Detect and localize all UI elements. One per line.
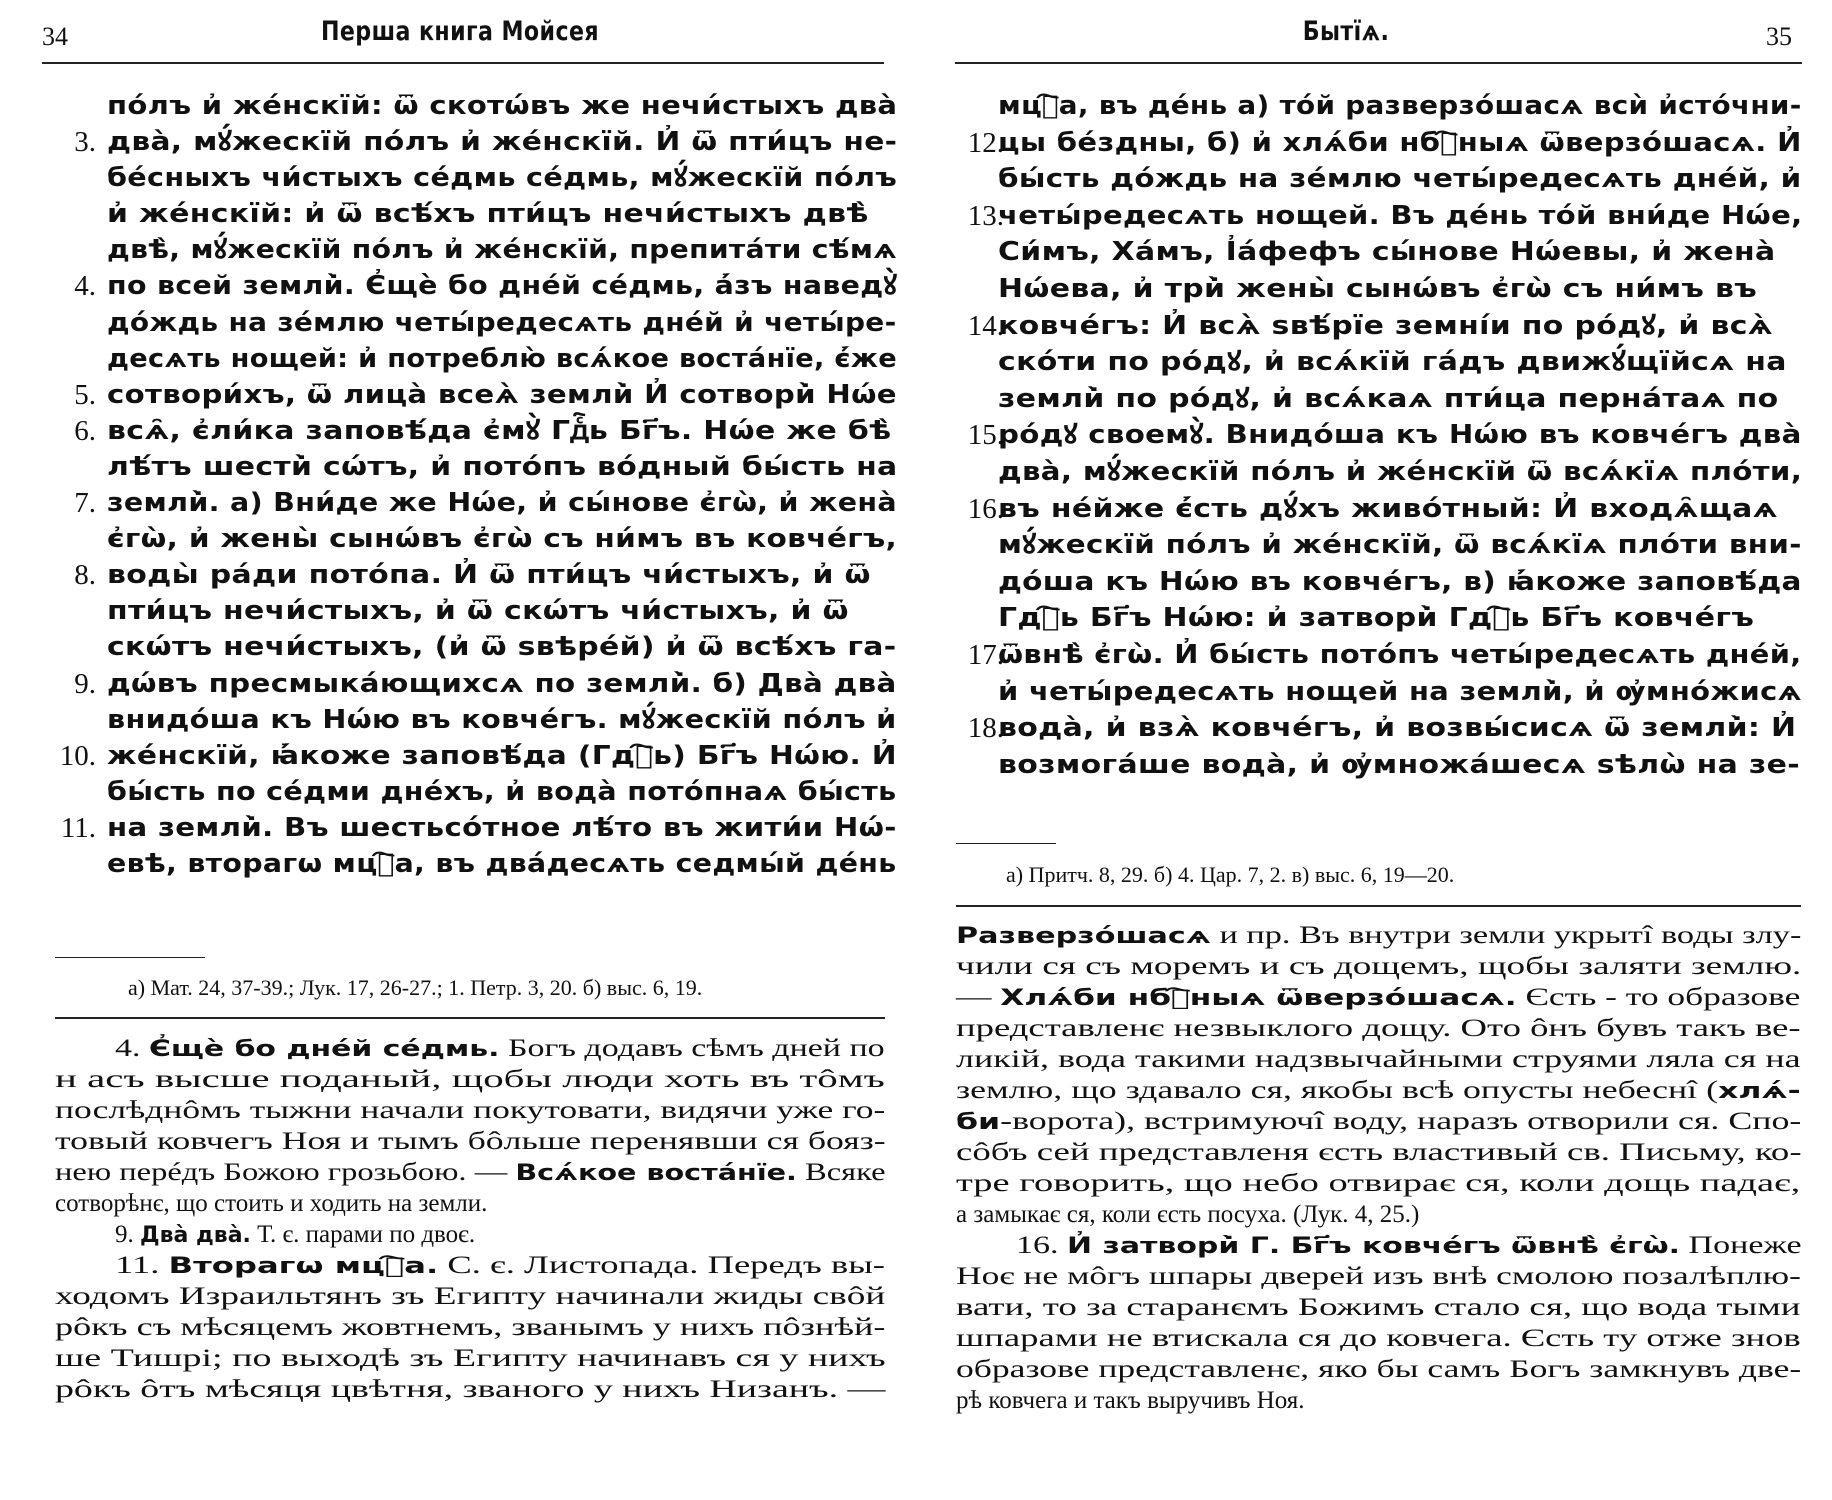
commentary-rule <box>55 1017 885 1019</box>
commentary-text: сотворѣнє, що стоить и ходить на земли. <box>55 1190 488 1217</box>
verse-text: земли̇̀ по ро́дꙋ, и҆ всѧ́каѧ пти́ца перна́таѧ по <box>998 383 1779 414</box>
verse-text: ско́ти по ро́дꙋ, и҆ всѧ́кїй га́дъ движꙋ́щїйсѧ на <box>998 347 1787 378</box>
commentary-line <box>55 1343 885 1374</box>
verse-line <box>916 161 1832 198</box>
commentary-text: землю, що здавало ся, якобы всѣ опусты небеснî ( <box>956 1077 1718 1104</box>
commentary-text: сôбъ сей представленя єсть властивый св. Письму, ко- <box>956 1139 1802 1166</box>
verse-line <box>0 268 916 304</box>
commentary-line <box>956 1106 1801 1137</box>
commentary-line <box>55 1219 885 1250</box>
verse-number: 4. <box>74 270 96 303</box>
verse-text: евѣ, вторагѡ мцⷭ҇а, въ два́десѧть седмы́й де́нь <box>107 848 897 879</box>
commentary-line <box>55 1064 885 1095</box>
verse-number: 7. <box>74 487 96 520</box>
commentary-line <box>55 1374 885 1405</box>
commentary-line <box>55 1312 885 1343</box>
verse-text: до́ша къ Нѡ́ю въ ковче́гъ, в) ꙗ҆́коже заповѣ́да <box>998 566 1802 597</box>
commentary-text: Богъ додавъ сѣмъ дней по <box>499 1035 885 1062</box>
verse-line <box>916 491 1832 528</box>
commentary-line <box>956 1230 1801 1261</box>
verse-line <box>916 527 1832 564</box>
verse-line <box>916 308 1832 345</box>
verse-line <box>0 593 916 629</box>
verse-number: 13. <box>967 199 1004 232</box>
slavonic-lemma: Є҆щѐ бо дне́й се́дмь. <box>148 1037 500 1062</box>
verse-text: ѿвнѣ̀ є҆гѡ̀. И҆ бы́сть пото́пъ четы́редесѧть дне́й, <box>998 639 1802 670</box>
commentary-line <box>956 920 1801 951</box>
verse-text: на земли̇̀. Въ шестьсо́тное лѣ́то въ жити́и Нѡ́- <box>107 812 897 843</box>
commentary-text: — <box>956 984 1001 1011</box>
commentary-text: -ворота), встримуючî воду, наразъ отворили ся. Спо- <box>1000 1108 1802 1135</box>
verse-number: 10. <box>59 739 96 772</box>
verse-number: 17. <box>967 638 1004 671</box>
verse-text: ро́дꙋ своемꙋ̀. Внидо́ша къ Нѡ́ю въ ковче́гъ два̀ <box>998 420 1802 451</box>
commentary-line <box>956 1323 1801 1354</box>
verse-line <box>0 160 916 196</box>
verse-line <box>0 738 916 774</box>
slavonic-lemma: би <box>956 1110 1001 1135</box>
commentary-line <box>956 1013 1801 1044</box>
verse-line <box>0 629 916 665</box>
footnote-separator <box>55 957 205 958</box>
verse-number: 5. <box>74 378 96 411</box>
commentary-text: Ноє не мôгъ шпары дверей изъ внѣ смолою позалѣплю- <box>956 1263 1801 1290</box>
verse-text: возмога́ше вода̀, и҆ ѹ҆множа́шесѧ ѕѣлѡ̀ на зе- <box>998 749 1800 780</box>
verse-text: пти́цъ нечи́стыхъ, и҆ ѿ скѡ́тъ чи́стыхъ, и҆ ѿ <box>107 596 849 627</box>
commentary-text: товый ковчегъ Ноя и тымъ бôльше перенявши ся бояз- <box>55 1128 886 1155</box>
verse-text: и҆ же́нскїй: и҆ ѿ всѣ́хъ пти́цъ нечи́стыхъ двѣ̀ <box>107 199 869 230</box>
verse-text: ковче́гъ: И҆ всѧ̀ ѕвѣ́рїе земні́и по ро́дꙋ, и҆ всѧ̀ <box>998 310 1774 341</box>
verse-text: два̀, мꙋ́жескїй по́лъ и҆ же́нскїй ѿ всѧ́кїѧ пло́ти, <box>998 456 1803 487</box>
commentary <box>956 920 1801 1416</box>
footnote: а) Притч. 8, 29. б) 4. Цар. 7, 2. в) выс. 6, 19—20. <box>1006 862 1455 887</box>
verse-text: два̀, мꙋ́жескїй по́лъ и҆ же́нскїй. И҆ ѿ пти́цъ не- <box>107 127 898 158</box>
verse-text: двѣ̀, мꙋ́жескїй по́лъ и҆ же́нскїй, препита́ти сѣ́мѧ <box>107 235 897 266</box>
running-title: Бытїѧ. <box>1302 16 1390 47</box>
verse-text: десѧть нощей: и҆ потреблю̀ всѧ́кое воста́нїе, є҆́же <box>107 343 897 374</box>
commentary-text: Всяке <box>796 1159 886 1186</box>
verse-number: 12. <box>967 126 1004 159</box>
verse-line <box>0 702 916 738</box>
verse-number: 16. <box>967 492 1004 525</box>
commentary-line <box>956 1199 1801 1230</box>
verse-line <box>916 125 1832 162</box>
commentary-text: рѣ ковчега и такъ выручивъ Ноя. <box>956 1387 1305 1414</box>
commentary-line <box>55 1126 885 1157</box>
verse-text: Нѡ́ева, и҆ три̇̀ жены̀ сынѡ́въ є҆гѡ̀ съ ни́мъ въ <box>998 273 1758 304</box>
commentary-text: С. є. Листопада. Передъ вы- <box>438 1252 885 1279</box>
commentary-text: представленє незвыклого дощу. Ото ôнъ бувъ такъ ве- <box>956 1015 1801 1042</box>
verse-line <box>916 637 1832 674</box>
verse-line <box>0 196 916 232</box>
verse-line <box>916 88 1832 125</box>
verse-line <box>0 810 916 846</box>
commentary-text: послѣднôмъ тыжни начали покутовати, видячи уже го- <box>55 1097 886 1124</box>
slavonic-lemma: Всѧ́кое воста́нїе. <box>515 1161 797 1186</box>
verse-number: 8. <box>74 559 96 592</box>
commentary-line <box>55 1033 885 1064</box>
commentary-line <box>55 1157 885 1188</box>
commentary-text: образове представленє, яко бы самъ Богъ замкнувъ две- <box>956 1356 1802 1383</box>
verse-line <box>916 710 1832 747</box>
verse-number: 11. <box>60 811 96 844</box>
verse-number: 14. <box>967 309 1004 342</box>
commentary-text: шпарами не втискала ся до ковчега. Єсть ту отже знов <box>956 1325 1801 1352</box>
verse-text: цы бе́здны, б) и҆ хлѧ́би нбⷭ҇ныѧ ѿверзо́шасѧ. И҆ <box>998 127 1802 158</box>
verse-line <box>916 271 1832 308</box>
verse-number: 9. <box>74 667 96 700</box>
commentary-text: 11. <box>115 1252 169 1279</box>
verse-text: бе́сныхъ чи́стыхъ се́дмь се́дмь, мꙋ́жескїй по́лъ <box>107 163 898 194</box>
verse-text: по́лъ и҆ же́нскїй: ѿ скотѡ́въ же нечи́стыхъ два̀ <box>107 91 898 121</box>
verse-line <box>0 305 916 341</box>
verse-text: и҆ четы́редесѧть нощей на земли̇̀, и҆ ѹ҆мно́жисѧ <box>998 676 1802 707</box>
verse-line <box>0 521 916 557</box>
slavonic-lemma: Вторагѡ мцⷭ҇а. <box>168 1254 439 1279</box>
verse-line <box>916 600 1832 637</box>
verse-line <box>0 124 916 160</box>
commentary-line <box>55 1095 885 1126</box>
commentary-rule <box>956 905 1801 907</box>
verse-line <box>0 413 916 449</box>
footnote: а) Мат. 24, 37-39.; Лук. 17, 26-27.; 1. Петр. 3, 20. б) выс. 6, 19. <box>128 975 703 1000</box>
verse-number: 6. <box>74 414 96 447</box>
verse-text: всѧ̑, є҆ли́ка заповѣ́да є҆мꙋ̀ Гдⷭ҇ь Бг҃ъ. Нѡ́е же бѣ̀ <box>107 415 892 446</box>
commentary-text: Т. є. парами по двоє. <box>250 1221 476 1248</box>
verse-text: четы́редесѧть нощей. Въ де́нь то́й вни́де Нѡ́е, <box>998 200 1803 231</box>
commentary <box>55 1033 885 1405</box>
page-number: 34 <box>42 22 68 51</box>
verse-text: воды̀ ра́ди пото́па. И҆ ѿ пти́цъ чи́стыхъ, и҆ ѿ <box>107 560 871 591</box>
right-page <box>916 0 1832 1500</box>
verse-text: же́нскїй, ꙗ҆́коже заповѣ́да (Гдⷭ҇ь) Бг҃ъ Нѡ́ю. И҆ <box>107 740 897 771</box>
slavonic-lemma: И҆ затвори̇̀ Г. Бг҃ъ ковче́гъ ѿвнѣ̀ є҆гѡ̀. <box>1067 1234 1681 1259</box>
verse-text: лѣ́тъ шести̇̀ сѡ́тъ, и҆ пото́пъ во́дный бы́сть на <box>107 451 898 482</box>
verse-text: скѡ́тъ нечи́стыхъ, (и҆ ѿ ѕвѣре́й) и҆ ѿ всѣ́хъ га- <box>107 632 897 663</box>
commentary-text: рôкъ ôтъ мѣсяця цвѣтня, званого у нихъ Низанъ. — <box>55 1376 886 1403</box>
commentary-text: тре говорить, що небо отвирає ся, коли дощь падає, <box>956 1170 1801 1197</box>
verse-line <box>916 674 1832 711</box>
scripture-text <box>0 88 916 882</box>
verse-line <box>916 564 1832 601</box>
commentary-line <box>956 1137 1801 1168</box>
footnote-separator <box>956 843 1056 844</box>
commentary-line <box>956 1044 1801 1075</box>
commentary-text: вати, то за старанємъ Божимъ стало ся, що вода тыми <box>956 1294 1801 1321</box>
header-rule <box>42 62 884 64</box>
verse-line <box>0 88 916 124</box>
verse-line <box>0 774 916 810</box>
verse-line <box>0 377 916 413</box>
commentary-line <box>55 1281 885 1312</box>
verse-line <box>0 449 916 485</box>
commentary-line <box>956 1354 1801 1385</box>
verse-line <box>0 557 916 593</box>
verse-text: въ не́йже є҆́сть дꙋ́хъ живо́тный: И҆ входѧ̑щаѧ <box>998 493 1778 524</box>
verse-text: Гдⷭ҇ь Бг҃ъ Нѡ́ю: и҆ затвори̇̀ Гдⷭ҇ь Бг҃ъ ковче́гъ <box>998 603 1755 634</box>
header-rule <box>955 62 1802 64</box>
commentary-line <box>55 1188 885 1219</box>
commentary-line <box>55 1250 885 1281</box>
verse-line <box>916 747 1832 784</box>
verse-number: 15. <box>967 419 1004 452</box>
commentary-text: ликій, вода такими надзвычайными струями ляла ся на <box>956 1046 1801 1073</box>
verse-ref: 4. <box>115 1035 149 1062</box>
commentary-text: Єсть - то образове <box>1516 984 1801 1011</box>
verse-line <box>916 381 1832 418</box>
verse-line <box>916 198 1832 235</box>
verse-line <box>0 232 916 268</box>
verse-number: 18. <box>967 712 1004 745</box>
commentary-line <box>956 1385 1801 1416</box>
verse-text: сотвори́хъ, ѿ лица̀ всеѧ̀ земли̇̀ И҆ сотвори̇̀ Нѡ́е <box>107 379 897 410</box>
slavonic-lemma: хлѧ́- <box>1717 1079 1801 1104</box>
commentary-line <box>956 1292 1801 1323</box>
commentary-text: ходомъ Израильтянъ зъ Египту начинали жиды свôй <box>55 1283 886 1310</box>
verse-line <box>0 846 916 882</box>
running-title: Перша книга Мойсея <box>320 16 600 47</box>
verse-text: вода̀, и҆ взѧ̀ ковче́гъ, и҆ возвы́сисѧ ѿ земли̇̀: И҆ <box>998 713 1797 744</box>
verse-text: є҆гѡ̀, и҆ жены̀ сынѡ́въ є҆гѡ̀ съ ни́мъ въ ковче́гъ, <box>107 524 898 555</box>
verse-text: мꙋ́жескїй по́лъ и҆ же́нскїй, ѿ всѧ́кїѧ пло́ти вни- <box>998 530 1802 561</box>
verse-text: бы́сть по се́дми дне́хъ, и҆ вода̀ пото́пнаѧ бы́сть <box>107 776 897 807</box>
scripture-text <box>916 88 1832 783</box>
commentary-text: чили ся съ моремъ и съ дощемъ, щобы заляти землю. <box>956 953 1802 980</box>
commentary-text: 16. <box>1016 1232 1068 1259</box>
verse-text: земли̇̀. а) Вни́де же Нѡ́е, и҆ сы́нове є҆гѡ̀, и҆ жена̀ <box>107 488 897 519</box>
verse-line <box>916 454 1832 491</box>
slavonic-lemma: Два̀ два̀. <box>140 1223 251 1248</box>
commentary-text: нею перéдъ Божою грозьбою. — <box>55 1159 516 1186</box>
verse-line <box>0 485 916 521</box>
slavonic-lemma: Разверзо́шасѧ <box>956 924 1211 949</box>
verse-line <box>0 666 916 702</box>
verse-text: бы́сть до́ждь на зе́млю четы́редесѧть дне́й, и҆ <box>998 164 1802 195</box>
slavonic-lemma: Хлѧ́би нбⷭ҇ныѧ ѿверзо́шасѧ. <box>1000 986 1517 1011</box>
verse-line <box>916 417 1832 454</box>
commentary-line <box>956 1168 1801 1199</box>
verse-text: дѡ́въ пресмыка́ющихсѧ по земли̇̀. б) Два̀ два̀ <box>107 668 897 699</box>
commentary-text: н асъ высше поданый, щобы люди хоть въ тôмъ <box>55 1066 885 1093</box>
page-number: 35 <box>1766 22 1792 51</box>
commentary-text: 9. <box>115 1221 140 1248</box>
commentary-text: Понеже <box>1680 1232 1802 1259</box>
commentary-text: рôкъ съ мѣсяцемъ жовтнемъ, званымъ у нихъ пôзнѣй- <box>55 1314 886 1341</box>
commentary-line <box>956 951 1801 982</box>
commentary-text: ше Тишрі; по выходѣ зъ Египту начинавъ ся у нихъ <box>55 1345 886 1372</box>
commentary-line <box>956 1261 1801 1292</box>
verse-line <box>916 344 1832 381</box>
verse-text: до́ждь на зе́млю четы́редесѧть дне́й и҆ четы́ре- <box>107 307 897 338</box>
commentary-line <box>956 982 1801 1013</box>
commentary-text: и пр. Въ внутри земли укрытî воды злу- <box>1210 922 1802 949</box>
verse-text: внидо́ша къ Нѡ́ю въ ковче́гъ. мꙋ́жескїй по́лъ и҆ <box>107 704 897 735</box>
verse-line <box>0 341 916 377</box>
verse-text: мцⷭ҇а, въ де́нь а) то́й разверзо́шасѧ всѝ и҆сто́чни- <box>998 91 1802 121</box>
commentary-text: а замыкає ся, коли єсть посуха. (Лук. 4, 25.) <box>956 1201 1420 1228</box>
verse-number: 3. <box>74 126 96 159</box>
commentary-line <box>956 1075 1801 1106</box>
verse-text: по всей земли̇̀. Є҆щѐ бо дне́й се́дмь, а҆́зъ наведꙋ̀ <box>107 271 898 302</box>
verse-text: Си́мъ, Ха́мъ, І҆а́фефъ сы́нове Нѡ́евы, и҆ жена̀ <box>998 237 1776 268</box>
verse-line <box>916 234 1832 271</box>
